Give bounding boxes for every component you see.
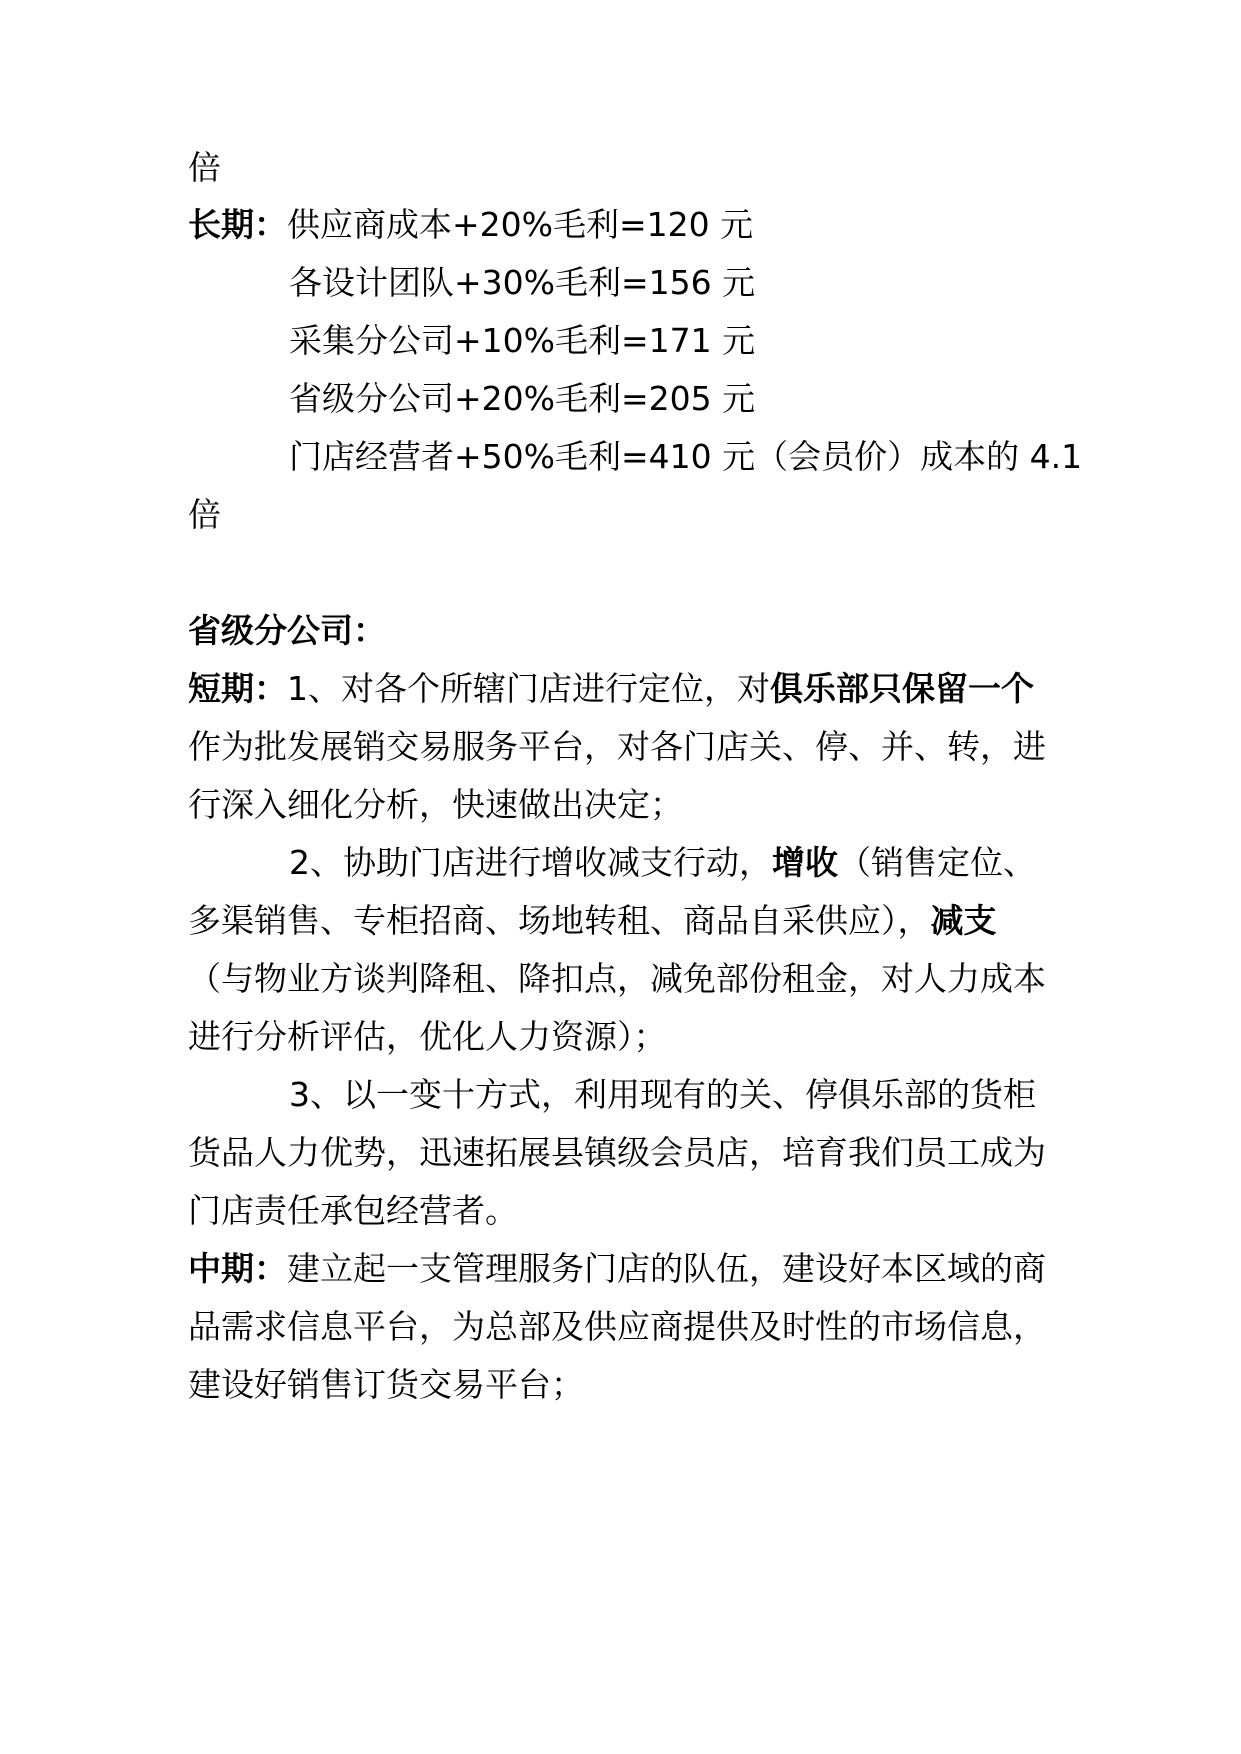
paragraph-line xyxy=(188,203,753,247)
paragraph-line xyxy=(188,146,221,190)
heading-text: 省级分公司： xyxy=(188,611,386,650)
paragraph-line xyxy=(289,319,755,363)
text: 多渠销售、专柜招商、场地转租、商品自采供应）， xyxy=(188,901,931,940)
paragraph-line xyxy=(188,493,221,537)
text: 2、协助门店进行增收减支行动， xyxy=(289,843,772,882)
text: 品需求信息平台，为总部及供应商提供及时性的市场信息， xyxy=(188,1307,1046,1346)
paragraph-line xyxy=(188,957,1046,1001)
paragraph-line xyxy=(289,261,755,305)
text: 作为批发展销交易服务平台，对各门店关、停、并、转，进 xyxy=(188,727,1046,766)
text: 1、对各个所辖门店进行定位，对 xyxy=(287,669,770,708)
paragraph-line xyxy=(289,377,755,421)
text: 行深入细化分析，快速做出决定； xyxy=(188,785,683,824)
text: 各设计团队+30%毛利=156 元 xyxy=(289,263,756,302)
text: （与物业方谈判降租、降扣点，减免部份租金，对人力成本 xyxy=(188,959,1046,998)
section-heading xyxy=(188,609,386,653)
text: 省级分公司+20%毛利=205 元 xyxy=(289,379,756,418)
paragraph-line xyxy=(188,1189,518,1233)
emphasis-text: 俱乐部只保留一个 xyxy=(770,669,1034,708)
text: 门店经营者+50%毛利=410 元（会员价）成本的 4.1 xyxy=(289,437,1083,476)
emphasis-text: 增收 xyxy=(772,843,838,882)
text: 建设好销售订货交易平台； xyxy=(188,1365,584,1404)
text: （销售定位、 xyxy=(838,843,1036,882)
paragraph-line xyxy=(188,1015,667,1059)
text: 3、以一变十方式，利用现有的关、停俱乐部的货柜 xyxy=(289,1075,1036,1114)
paragraph-line xyxy=(188,783,683,827)
paragraph-line xyxy=(289,1073,1036,1117)
text: 门店责任承包经营者。 xyxy=(188,1191,518,1230)
paragraph-line xyxy=(188,1363,584,1407)
term-label-long: 长期： xyxy=(188,205,287,244)
text: 供应商成本+20%毛利=120 元 xyxy=(287,205,754,244)
text: 建立起一支管理服务门店的队伍，建设好本区域的商 xyxy=(287,1249,1046,1288)
paragraph-line xyxy=(188,1131,1046,1175)
text: 进行分析评估，优化人力资源）； xyxy=(188,1017,667,1056)
term-label-short: 短期： xyxy=(188,669,287,708)
paragraph-line xyxy=(188,725,1046,769)
text: 采集分公司+10%毛利=171 元 xyxy=(289,321,756,360)
paragraph-line xyxy=(188,899,997,943)
term-label-mid: 中期： xyxy=(188,1249,287,1288)
text: 倍 xyxy=(188,495,221,534)
text: 倍 xyxy=(188,148,221,187)
paragraph-line xyxy=(188,667,1034,711)
paragraph-line xyxy=(188,1305,1046,1349)
paragraph-line xyxy=(289,435,1082,479)
text: 货品人力优势，迅速拓展县镇级会员店，培育我们员工成为 xyxy=(188,1133,1046,1172)
paragraph-line xyxy=(289,841,1036,885)
paragraph-line xyxy=(188,1247,1046,1291)
emphasis-text: 减支 xyxy=(930,901,997,940)
